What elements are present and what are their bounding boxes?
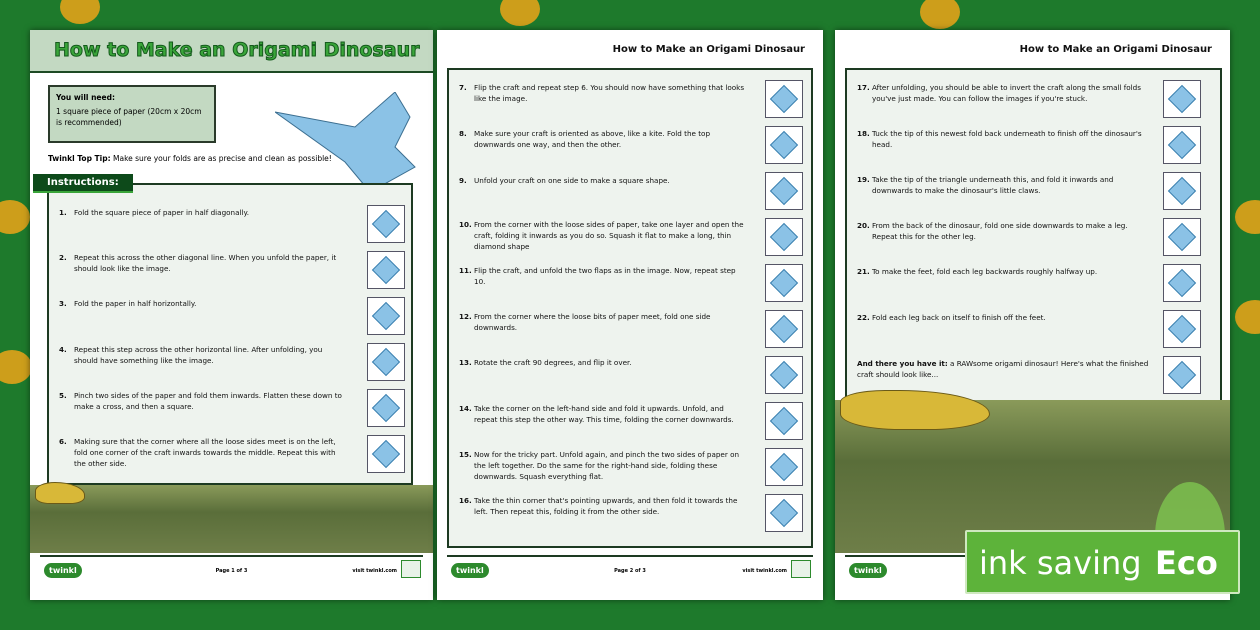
step-text: From the corner with the loose sides of paper, take one layer and open the craft, folding it inwards as you do so. Squash it flat to make a long, thin diamond shape [474, 220, 744, 251]
step-image [765, 126, 803, 164]
origami-step-icon [372, 256, 400, 284]
step-item [459, 357, 749, 368]
step-item [857, 82, 1152, 104]
materials-text: 1 square piece of paper (20cm x 20cm is recommended) [56, 107, 202, 127]
page-number: Page 1 of 3 [215, 568, 248, 574]
step-item [459, 311, 749, 333]
paw-print-decoration [60, 0, 100, 24]
twinkl-logo: twinkl [44, 563, 82, 578]
step-item [459, 128, 749, 150]
step-text: Pinch two sides of the paper and fold them inwards. Flatten these down to make a cross, and then a square. [74, 391, 342, 411]
footer-divider [447, 555, 813, 557]
step-image [765, 448, 803, 486]
step-item [459, 449, 749, 482]
paw-print-decoration [1235, 200, 1260, 234]
step-item [459, 403, 749, 425]
step-text: Fold each leg back on itself to finish off the feet. [872, 313, 1046, 322]
page-1-preview [30, 30, 433, 600]
step-text: After unfolding, you should be able to invert the craft along the small folds you've just made. You can follow the images if you're stuck. [872, 83, 1141, 103]
step-text: Making sure that the corner where all the loose sides meet is on the left, fold one corner of the craft inwards towards the middle. Repeat this with the other side. [74, 437, 336, 468]
origami-step-icon [770, 85, 798, 113]
visit-link: visit twinkl.com [352, 568, 397, 574]
step-image [1163, 356, 1201, 394]
paw-print-decoration [0, 350, 32, 384]
step-text: Flip the craft, and unfold the two flaps as in the image. Now, repeat step 10. [474, 266, 736, 286]
closing-text [857, 358, 1152, 380]
origami-step-icon [1168, 85, 1196, 113]
step-text: To make the feet, fold each leg backwards roughly halfway up. [872, 267, 1098, 276]
step-number: 2. [59, 253, 67, 262]
page-title: How to Make an Origami Dinosaur [1019, 44, 1212, 55]
step-item [857, 312, 1152, 323]
twinkl-logo: twinkl [849, 563, 887, 578]
step-item [459, 495, 749, 517]
step-text: Take the corner on the left-hand side and fold it upwards. Unfold, and repeat this step the other way. This time, folding the corner downwards. [474, 404, 734, 424]
step-number: 11. [459, 266, 472, 275]
step-number: 3. [59, 299, 67, 308]
eco-ink-saving-badge [965, 530, 1240, 594]
origami-step-icon [1168, 131, 1196, 159]
step-item [459, 219, 749, 252]
ink-saving-label: ink saving [979, 544, 1142, 582]
step-text: Take the tip of the triangle underneath this, and fold it inwards and downwards to make the dinosaur's little claws. [872, 175, 1114, 195]
tip-label: Twinkl Top Tip: [48, 154, 111, 163]
instructions-box [47, 183, 413, 485]
step-image [1163, 126, 1201, 164]
step-text: Rotate the craft 90 degrees, and flip it over. [474, 358, 632, 367]
step-number: 20. [857, 221, 870, 230]
step-text: Fold the paper in half horizontally. [74, 299, 197, 308]
step-number: 21. [857, 267, 870, 276]
step-number: 10. [459, 220, 472, 229]
title-band [30, 30, 433, 73]
origami-step-icon [770, 361, 798, 389]
step-number: 6. [59, 437, 67, 446]
step-text: a RAWsome origami dinosaur! Here's what the finished craft should look like... [857, 359, 1149, 379]
step-image [765, 402, 803, 440]
origami-step-icon [770, 131, 798, 159]
origami-step-icon [770, 315, 798, 343]
top-tip [48, 154, 332, 163]
step-image [367, 343, 405, 381]
step-image [1163, 80, 1201, 118]
step-text: Tuck the tip of this newest fold back underneath to finish off the dinosaur's head. [872, 129, 1142, 149]
origami-step-icon [372, 440, 400, 468]
page-2-preview [437, 30, 823, 600]
page-title: How to Make an Origami Dinosaur [54, 39, 420, 61]
origami-step-icon [372, 394, 400, 422]
step-image [765, 80, 803, 118]
step-image [367, 297, 405, 335]
step-image [765, 264, 803, 302]
step-text: From the corner where the loose bits of paper meet, fold one side downwards. [474, 312, 711, 332]
step-number: 8. [459, 129, 467, 138]
paw-print-decoration [1235, 300, 1260, 334]
visit-link: visit twinkl.com [742, 568, 787, 574]
step-image [367, 251, 405, 289]
quality-badge [791, 560, 811, 578]
step-number: 22. [857, 313, 870, 322]
materials-box [48, 85, 216, 143]
page-number: Page 2 of 3 [614, 568, 646, 574]
origami-step-icon [1168, 315, 1196, 343]
step-item [59, 298, 344, 309]
paw-print-decoration [0, 200, 30, 234]
origami-step-icon [770, 177, 798, 205]
origami-step-icon [1168, 269, 1196, 297]
step-item [857, 220, 1152, 242]
step-image [367, 389, 405, 427]
step-text: Now for the tricky part. Unfold again, and pinch the two sides of paper on the left together. Do the same for the right-hand side, folding these downwards. Squash everything flat. [474, 450, 740, 481]
step-item [59, 390, 344, 412]
step-image [1163, 172, 1201, 210]
step-item [459, 82, 749, 104]
step-image [765, 172, 803, 210]
footer-divider [40, 555, 423, 557]
step-number: 15. [459, 450, 472, 459]
origami-step-icon [1168, 361, 1196, 389]
origami-step-icon [770, 223, 798, 251]
instructions-heading: Instructions: [33, 174, 133, 193]
step-number: 4. [59, 345, 67, 354]
step-number: 7. [459, 83, 467, 92]
instructions-box [447, 68, 813, 548]
step-image [367, 435, 405, 473]
step-number: 16. [459, 496, 472, 505]
step-image [765, 218, 803, 256]
step-image [1163, 218, 1201, 256]
instructions-box [845, 68, 1222, 428]
step-item [59, 252, 344, 274]
step-number: 9. [459, 176, 467, 185]
origami-step-icon [770, 407, 798, 435]
landscape-illustration [30, 485, 433, 553]
step-image [765, 494, 803, 532]
step-number: 12. [459, 312, 472, 321]
page-title: How to Make an Origami Dinosaur [612, 44, 805, 55]
step-text: Repeat this across the other diagonal line. When you unfold the paper, it should look like the image. [74, 253, 337, 273]
step-item [857, 174, 1152, 196]
step-number: 17. [857, 83, 870, 92]
origami-step-icon [372, 302, 400, 330]
step-image [367, 205, 405, 243]
step-number: 18. [857, 129, 870, 138]
step-image [765, 310, 803, 348]
step-text: Make sure your craft is oriented as above, like a kite. Fold the top downwards one way, and then the other. [474, 129, 711, 149]
eco-label: Eco [1155, 544, 1218, 582]
materials-heading: You will need: [56, 93, 115, 102]
paw-print-decoration [500, 0, 540, 26]
step-item [459, 265, 749, 287]
origami-step-icon [372, 348, 400, 376]
step-item [59, 207, 344, 218]
quality-badge [401, 560, 421, 578]
step-text: Take the thin corner that's pointing upwards, and then fold it towards the left. Then repeat this, folding it from the other side. [474, 496, 738, 516]
tip-text: Make sure your folds are as precise and clean as possible! [113, 154, 332, 163]
step-item [459, 175, 749, 186]
step-number: 14. [459, 404, 472, 413]
step-image [765, 356, 803, 394]
origami-step-icon [372, 210, 400, 238]
step-number: 13. [459, 358, 472, 367]
step-number: 19. [857, 175, 870, 184]
step-item [857, 266, 1152, 277]
step-text: And there you have it: [857, 359, 948, 368]
origami-step-icon [770, 499, 798, 527]
step-text: Flip the craft and repeat step 6. You should now have something that looks like the image. [474, 83, 745, 103]
step-item [59, 344, 344, 366]
step-number: 1. [59, 208, 67, 217]
step-image [1163, 310, 1201, 348]
step-number: 5. [59, 391, 67, 400]
step-text: Repeat this step across the other horizontal line. After unfolding, you should have something like the image. [74, 345, 323, 365]
step-text: Fold the square piece of paper in half diagonally. [74, 208, 250, 217]
step-text: From the back of the dinosaur, fold one side downwards to make a leg. Repeat this for the other leg. [872, 221, 1128, 241]
paw-print-decoration [920, 0, 960, 29]
origami-step-icon [1168, 177, 1196, 205]
step-item [857, 128, 1152, 150]
origami-step-icon [1168, 223, 1196, 251]
origami-step-icon [770, 269, 798, 297]
step-item [59, 436, 344, 469]
step-text: Unfold your craft on one side to make a square shape. [474, 176, 670, 185]
origami-step-icon [770, 453, 798, 481]
twinkl-logo: twinkl [451, 563, 489, 578]
step-image [1163, 264, 1201, 302]
